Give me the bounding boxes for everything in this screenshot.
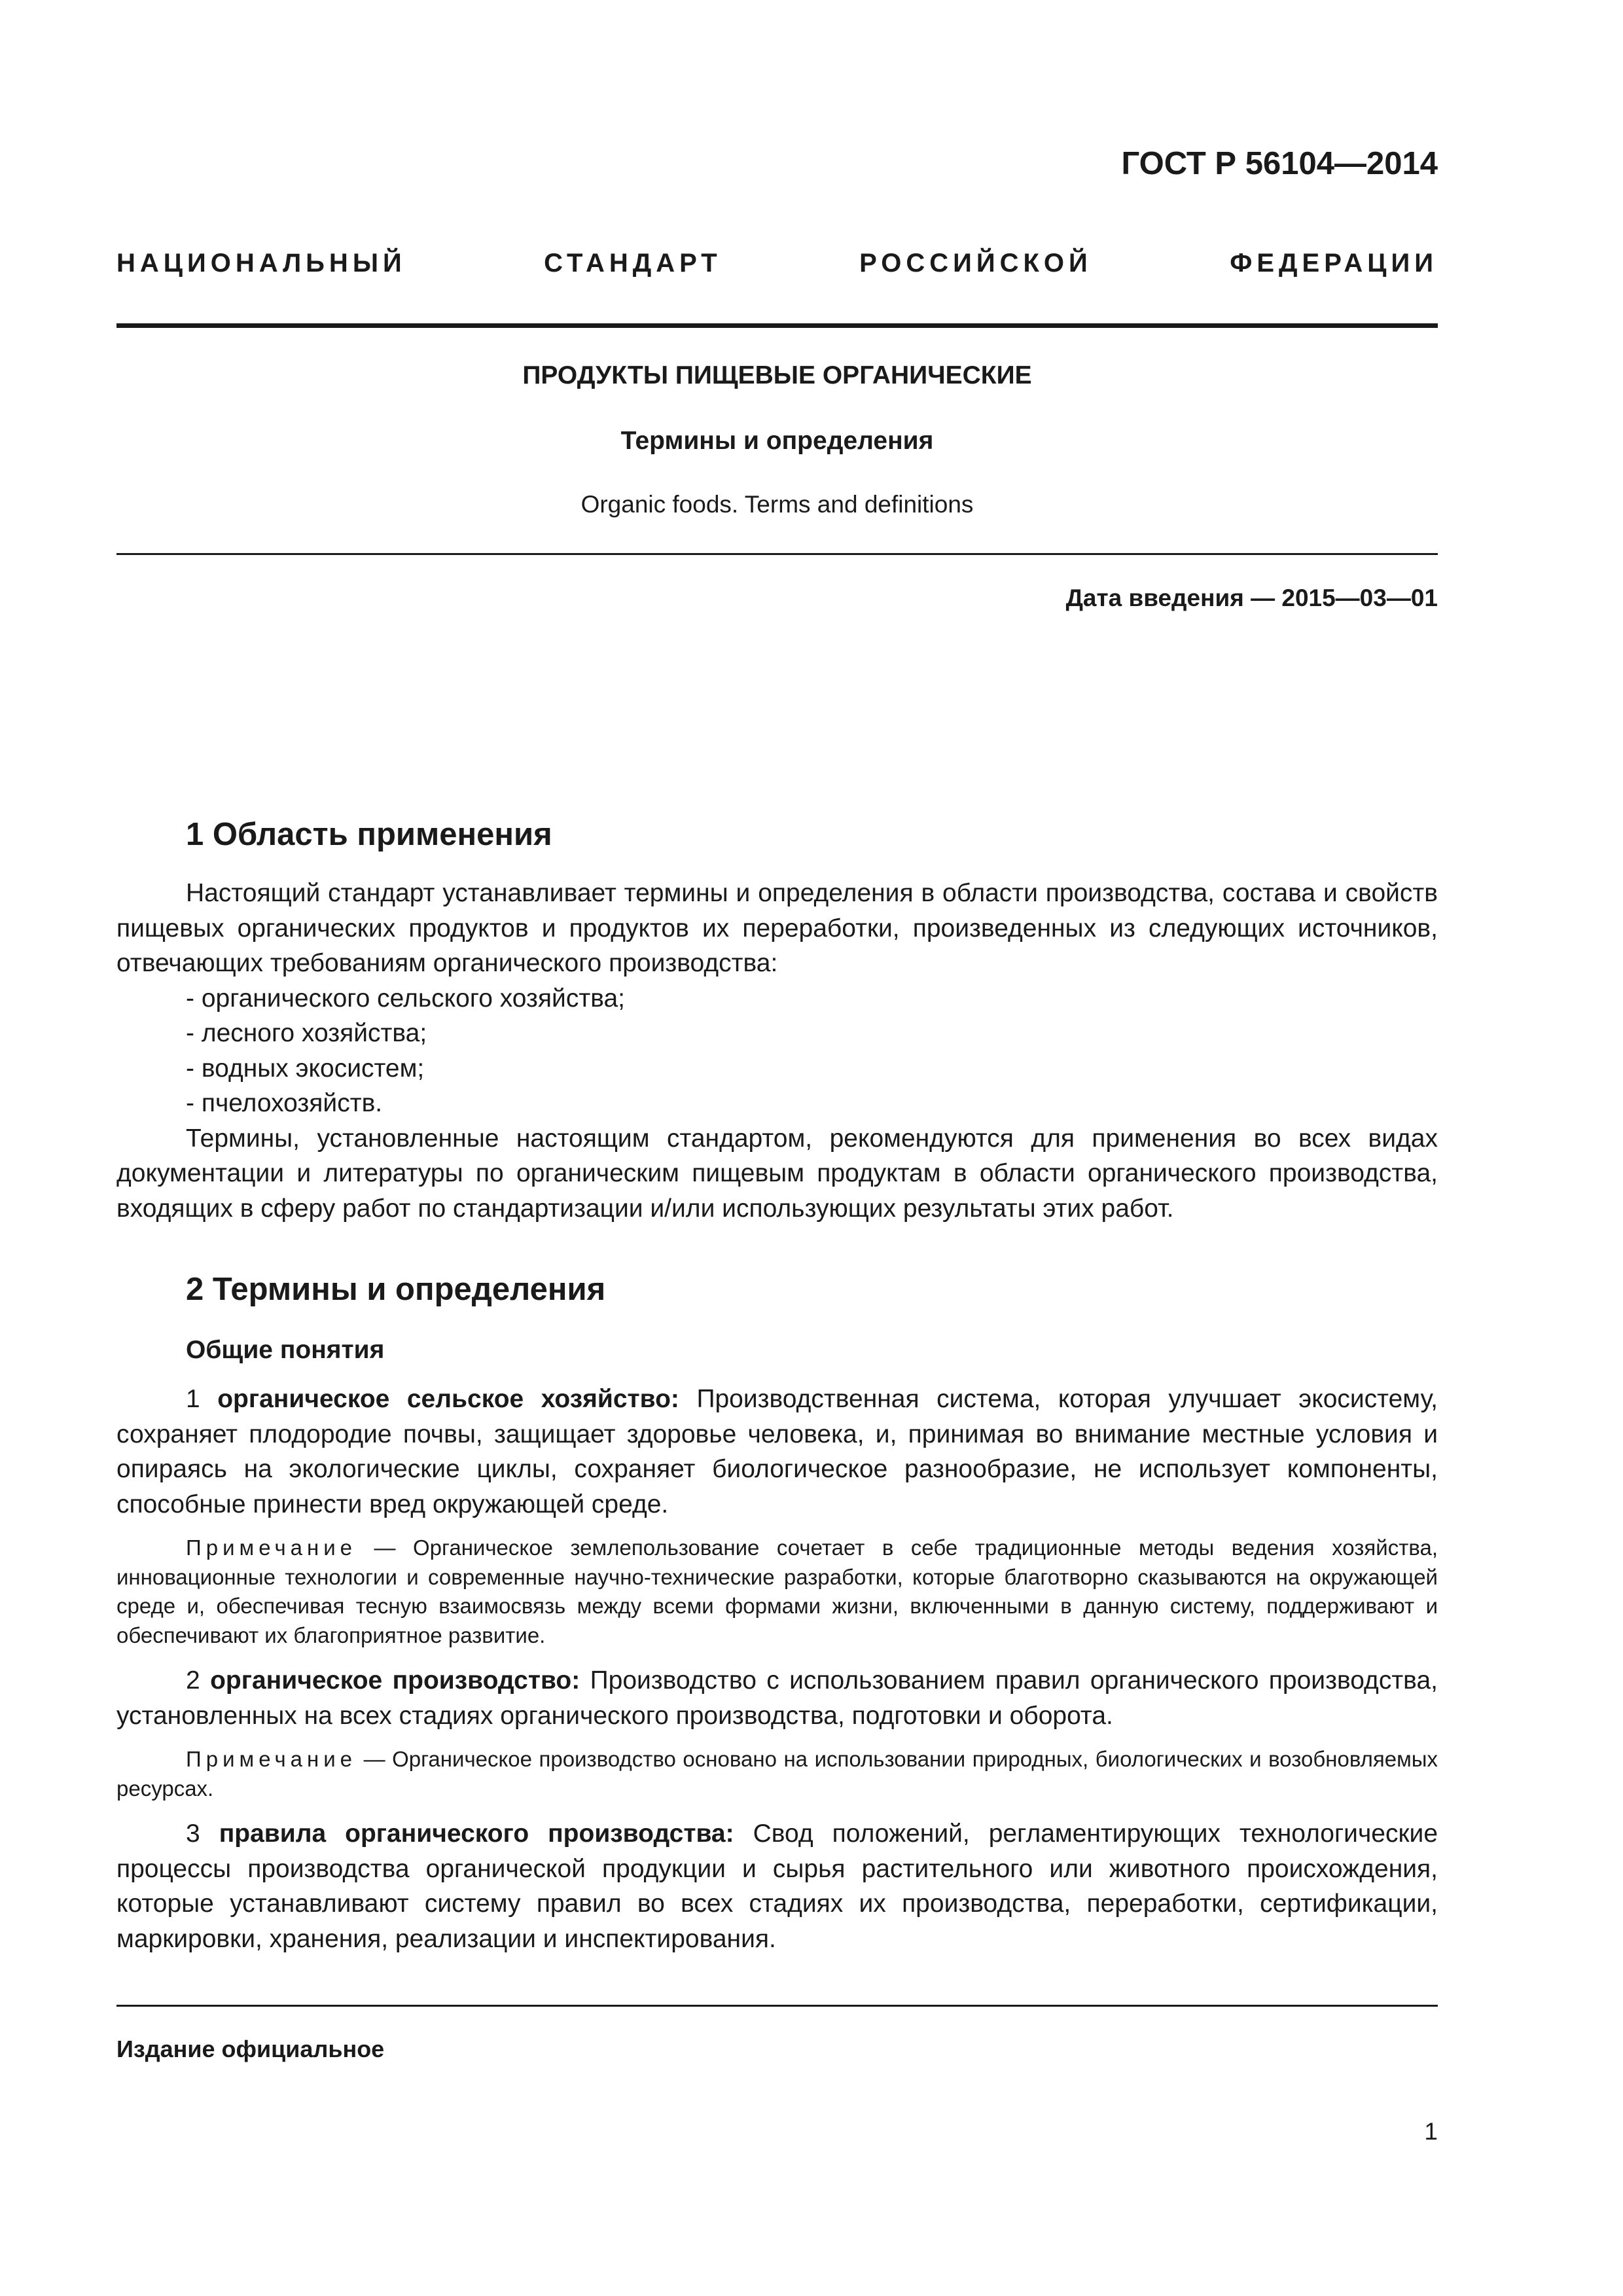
page-number: 1 [1424, 2118, 1438, 2145]
term-note [116, 1745, 1438, 1803]
section-terms [116, 1266, 1438, 1956]
term-entry [116, 1816, 1438, 1956]
term-number: 3 [186, 1820, 200, 1848]
sources-list [116, 981, 1438, 1121]
term-number: 1 [186, 1385, 200, 1413]
document-body [116, 812, 1438, 1968]
english-title: Organic foods. Terms and definitions [580, 491, 974, 518]
scope-intro: Настоящий стандарт устанавливает термины и определения в области производства, состава и свойств пищевых органических продуктов и продуктов их переработки, произведенных из следующих источников, отвечающих требованиям органического производства: [116, 879, 1438, 977]
term-definition: Производственная система, которая улучшает экосистему, сохраняет плодородие почвы, защищает здоровье человека, и, принимая во внимание местные условия и опираясь на экологические циклы, сохраняет биологическое разнообразие, не использует компоненты, способные принести вред окружающей среде. [116, 1385, 1438, 1518]
document-title: ПРОДУКТЫ ПИЩЕВЫЕ ОРГАНИЧЕСКИЕ [522, 361, 1032, 389]
national-word: ФЕДЕРАЦИИ [1230, 249, 1438, 278]
scope-outro: Термины, установленные настоящим стандартом, рекомендуются для применения во всех видах документации и литературы по органическим пищевым продуктам в области органического производства, входящих в сферу работ по стандартизации и/или использующих результаты этих работ. [116, 1124, 1438, 1223]
note-text: — Органическое землепользование сочетает в себе традиционные методы ведения хозяйства, инновационные технологии и современные научно-технические разработки, которые благотворно сказываются на окружающей среде и, обеспечивая тесную взаимосвязь между всеми формами жизни, включенными в данную систему, поддерживают и обеспечивают их благоприятное развитие. [116, 1535, 1438, 1647]
national-standard-banner [116, 249, 1438, 278]
list-item: - водных экосистем; [186, 1051, 1438, 1086]
term-name: органическое производство: [210, 1666, 580, 1695]
gost-code: ГОСТ Р 56104—2014 [1121, 146, 1438, 181]
note-label: Примечание [186, 1747, 357, 1771]
section-scope [116, 812, 1438, 1226]
intro-date: Дата введения — 2015—03—01 [1065, 584, 1438, 611]
national-word: СТАНДАРТ [544, 249, 722, 278]
term-note [116, 1534, 1438, 1650]
subsection-heading: Общие понятия [186, 1336, 385, 1364]
note-text: — Органическое производство основано на использовании природных, биологических и возобновляемых ресурсах. [116, 1747, 1438, 1801]
term-definition: Свод положений, регламентирующих технологические процессы производства органической продукции и сырья растительного или животного происхождения, которые устанавливают систему правил во всех стадиях их производства, переработки, сертификации, маркировки, хранения, реализации и инспектирования. [116, 1820, 1438, 1953]
footer-divider [116, 2005, 1438, 2007]
term-entry [116, 1663, 1438, 1733]
header-divider [116, 323, 1438, 328]
term-name: органическое сельское хозяйство: [217, 1385, 679, 1413]
section-heading: 1 Область применения [186, 817, 552, 852]
title-divider [116, 553, 1438, 555]
term-number: 2 [186, 1666, 200, 1695]
section-heading: 2 Термины и определения [186, 1272, 606, 1307]
list-item: - лесного хозяйства; [186, 1016, 1438, 1051]
note-label: Примечание [186, 1535, 357, 1560]
official-edition-label: Издание официальное [116, 2036, 385, 2062]
term-definition: Производство с использованием правил органического производства, установленных на всех стадиях органического производства, подготовки и оборота. [116, 1666, 1438, 1730]
list-item: - пчелохозяйств. [186, 1086, 1438, 1121]
document-subtitle: Термины и определения [620, 427, 934, 455]
term-entry [116, 1382, 1438, 1522]
list-item: - органического сельского хозяйства; [186, 981, 1438, 1016]
term-name: правила органического производства: [219, 1820, 734, 1848]
national-word: НАЦИОНАЛЬНЫЙ [116, 249, 406, 278]
national-word: РОССИЙСКОЙ [859, 249, 1092, 278]
